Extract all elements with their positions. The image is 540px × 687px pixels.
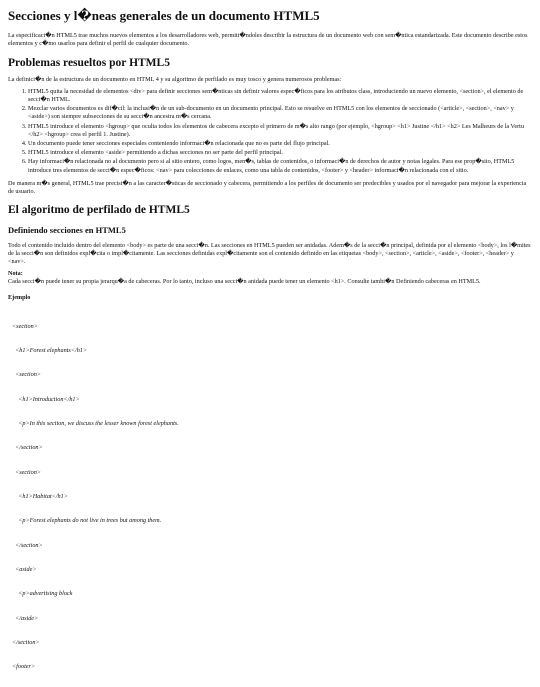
list-item: 1. HTML5 quita la necesidad de elementos <div> para definir secciones sem�nticas sin definir valores espec�ficos para los atributos class, introduciendo un nuevo elemento, <section>, el elemento de secci�n HTML.: [28, 88, 532, 104]
problems-heading: Problemas resueltos por HTML5: [8, 56, 170, 69]
code-line: <footer>: [12, 663, 36, 671]
note-text: Cada secci�n puede tener su propia jerarqu�a de cabeceras. Por lo tanto, incluso una secci�n anidada puede tener un elemento <h1>. Consulte tambi�n Definiendo cabeceras en HTML5.: [8, 278, 481, 286]
sections-paragraph: Todo el contenido incluido dentro del elemento <body> es parte de una secci�n. Las secciones en HTML5 pueden ser anidadas. Adem�s de la secci�n principal, definida por el elemento <body>, los l�mites de la secci�n son definidos expl�cita o impl�citamente. Las secciones definidas expl�citamente son el contenido definido en las etiquetas <body>, <section>, <article>, <aside>, <footer>, <header> y <nav>.: [8, 241, 531, 265]
code-line: </section>: [12, 541, 43, 549]
list-item: 6. Hay informaci�n relacionada no al documento pero si al sitio entero, como logos, men�s, tablas de contenidos, o informaci�n de derechos de autor y notas legales. Para ese prop�sito, HTML5 introduce tres elementos de secci�n espec�ficos: <nav> para colecciones de enlaces, como una tabla de contenidos, <footer> y <header> informaci�n relacionada con el sitio.: [28, 158, 532, 174]
problems-summary: De manera m�s general, HTML5 trae precisi�n a las caracter�sticas de seccionado y cabecera, permitiendo a los perfiles de documento ser predecibles y usados por el navegador para mejorar la experiencia de usuario.: [8, 179, 527, 195]
code-line: <aside>: [12, 565, 37, 573]
note-label: Nota:: [8, 270, 23, 278]
list-item: 4. Un documento puede tener secciones especiales conteniendo informaci�n relacionada que no es parte del flujo principal.: [28, 140, 532, 148]
code-line: </section>: [12, 444, 43, 452]
code-line: </aside>: [12, 614, 39, 622]
list-item: 3. HTML5 introduce el elemento <hgroup> que oculta todos los elementos de cabecera excepto el primero de m�s alto rango (por ejemplo, <hgroup> <h1> Justine </h1> <h2> Les Malheurs de la Vertu </h2> <hgroup> crea el perfil 1. Justine).: [28, 123, 532, 139]
example-label: Ejemplo: [8, 294, 31, 302]
list-item: 5. HTML5 introduce el elemento <aside> permitiendo a dichas secciones no ser parte del perfil principal.: [28, 149, 532, 157]
intro-paragraph: La especificaci�n HTML5 trae muchos nuevos elementos a los desarrolladores web, permiti�ndoles describir la estructura de un documento web con sem�ntica estandarizada. Este documento describe estos elementos y c�mo usarlos para definir el perfil de cualquier documento.: [8, 32, 528, 48]
code-line: </section>: [12, 638, 40, 646]
problems-list: [8, 88, 532, 175]
list-item: 2. Mezclar varios documentos es dif�cil: la inclusi�n de un sub-documento en un documento principal. Esto se resuelve en HTML5 con los elementos de seccionado (<article>, <section>, <nav> y <aside>) son siempre subsecciones de su secci�n ancestra m�s cercana.: [28, 105, 532, 121]
code-line: <section>: [12, 371, 41, 379]
problems-lead: La definici�n de la estructura de un documento en HTML 4 y su algoritmo de perfilado es muy tosco y genera numerosos problemas:: [8, 75, 342, 83]
code-line: <h1>Introduction</h1>: [12, 395, 80, 403]
code-line: <section>: [12, 468, 41, 476]
code-line: <section>: [12, 322, 38, 330]
page-title: Secciones y l�neas generales de un documento HTML5: [8, 8, 320, 23]
code-line: <p>Forest elephants do not live in trees but among them.: [12, 517, 162, 525]
code-line: <p>In this section, we discuss the lesser known forest elephants.: [12, 420, 179, 428]
sections-subheading: Definiendo secciones en HTML5: [8, 225, 126, 236]
code-example: [12, 307, 532, 687]
code-line: <h1>Habitat</h1>: [12, 492, 68, 500]
code-line: <p>advertising block: [12, 590, 73, 598]
code-line: <h1>Forest elephants</h1>: [12, 347, 88, 355]
algorithm-heading: El algoritmo de perfilado de HTML5: [8, 204, 190, 217]
